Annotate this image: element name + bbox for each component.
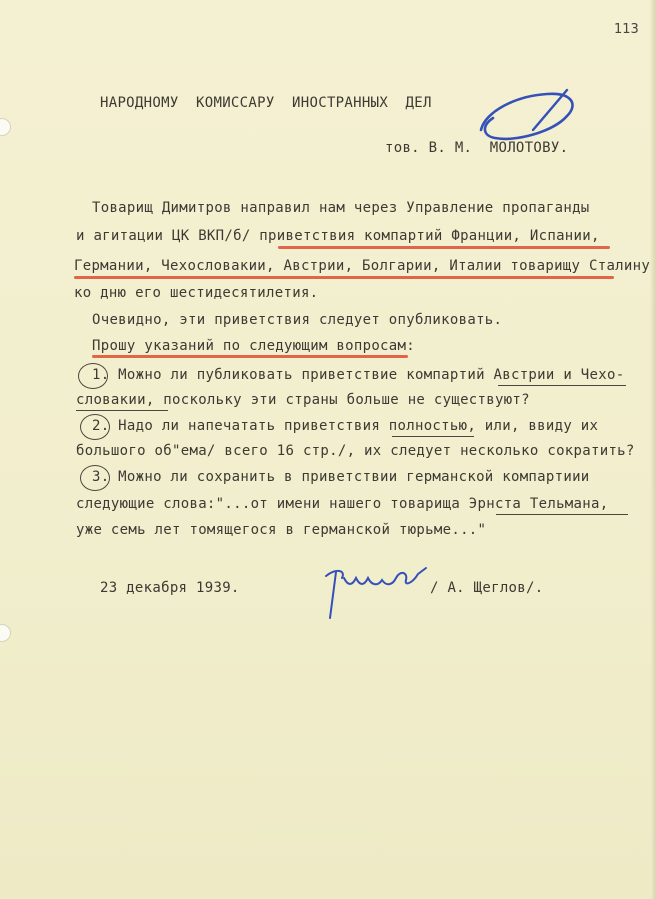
punch-hole [0, 624, 11, 642]
recipient-line: тов. В. М. МОЛОТОВУ. [385, 140, 569, 156]
body-line: и агитации ЦК ВКП/б/ приветствия компартий Франции, Испании, [76, 228, 600, 244]
document-date: 23 декабря 1939. [100, 580, 240, 596]
body-line: следующие слова:"...от имени нашего товарища Эрнста Тельмана, [76, 496, 609, 512]
body-line: 3. Можно ли сохранить в приветствии германской компартиии [92, 469, 590, 485]
body-line: уже семь лет томящегося в германской тюрьме..." [76, 522, 487, 538]
signed-name: / А. Щеглов/. [430, 580, 544, 596]
pencil-underline [496, 514, 628, 515]
punch-hole [0, 118, 11, 136]
body-line: 1. Можно ли публиковать приветствие компартий Австрии и Чехо- [92, 367, 625, 383]
body-line: Товарищ Димитров направил нам через Управление пропаганды [92, 200, 590, 216]
handwritten-signature [322, 556, 432, 626]
folio-number: 113 [614, 22, 639, 37]
body-line: Прошу указаний по следующим вопросам: [92, 338, 415, 354]
pencil-underline [76, 410, 168, 411]
body-line: большого об"ема/ всего 16 стр./, их следует несколько сократить? [76, 443, 635, 459]
body-line: Очевидно, эти приветствия следует опубликовать. [92, 312, 503, 328]
body-line: Германии, Чехословакии, Австрии, Болгарии, Италии товарищу Сталину [74, 258, 651, 274]
body-line: словакии, поскольку эти страны больше не существуют? [76, 392, 530, 408]
body-line: ко дню его шестидесятилетия. [74, 285, 319, 301]
pencil-underline [392, 436, 474, 437]
addressee-line: НАРОДНОМУ КОМИССАРУ ИНОСТРАННЫХ ДЕЛ [100, 95, 432, 111]
body-line: 2. Надо ли напечатать приветствия полностью, или, ввиду их [92, 418, 599, 434]
red-underline [278, 246, 610, 249]
red-underline [92, 355, 408, 358]
red-underline [74, 276, 614, 279]
page-edge [650, 0, 656, 899]
pencil-underline [498, 385, 626, 386]
